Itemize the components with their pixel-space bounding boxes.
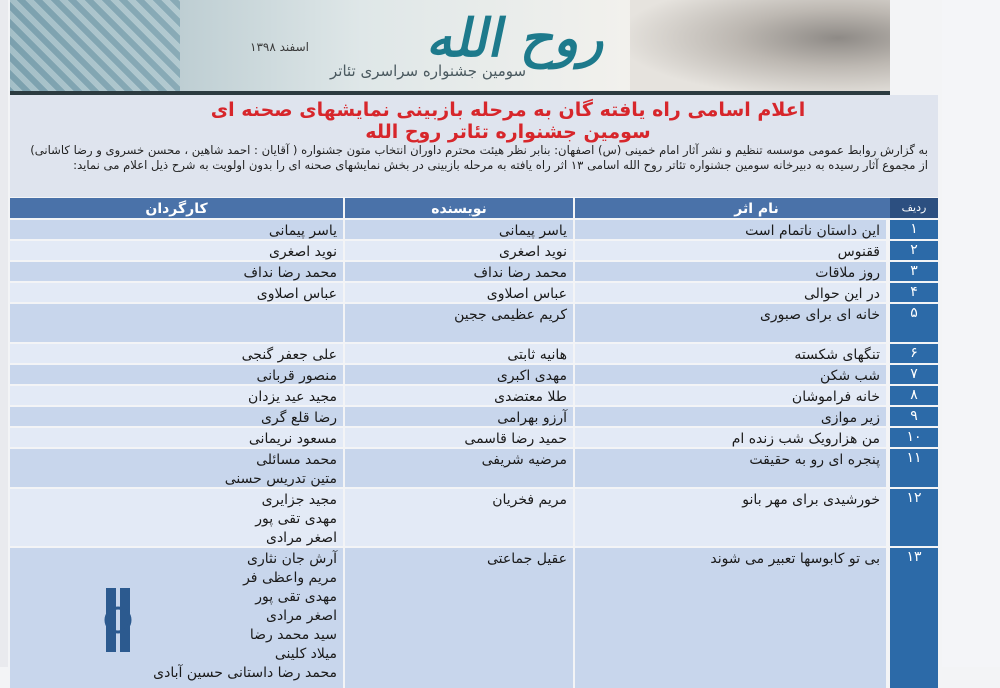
cell-row-number: ۵ <box>890 304 938 342</box>
table-row <box>10 428 938 447</box>
table-header-row <box>10 198 938 218</box>
cell-director <box>10 304 343 342</box>
cell-director: محمد رضا نداف <box>10 262 343 281</box>
cell-row-number: ۱۲ <box>890 489 938 546</box>
table-row <box>10 386 938 405</box>
header-title: نام اثر <box>575 198 938 218</box>
cell-title: خورشیدی برای مهر بانو <box>575 489 886 546</box>
cell-title: در این حوالی <box>575 283 886 302</box>
table-row <box>10 241 938 260</box>
cell-title: زیر موازی <box>575 407 886 426</box>
table-row <box>10 449 938 487</box>
cell-director: مجید عید یزدان <box>10 386 343 405</box>
cell-row-number: ۱۰ <box>890 428 938 447</box>
cell-director: مسعود نریمانی <box>10 428 343 447</box>
cell-director: آرش جان نثاری مریم واعظی فر مهدی تقی پور اصغر مرادی سید محمد رضا میلاد کلینی محمد رضا داستانی حسین آبادی <box>10 548 343 688</box>
cell-row-number: ۹ <box>890 407 938 426</box>
cell-title: بی تو کابوسها تعبیر می شوند <box>575 548 886 688</box>
cell-row-number: ۳ <box>890 262 938 281</box>
cell-director: علی جعفر گنجی <box>10 344 343 363</box>
title-line-2: سومین جشنواره تئاتر روح الله <box>365 121 651 143</box>
cell-title: شب شکن <box>575 365 886 384</box>
left-margin <box>0 0 8 667</box>
theatre-watermark-logo <box>68 580 178 660</box>
cell-director: عباس اصلاوی <box>10 283 343 302</box>
cell-author: حمید رضا قاسمی <box>345 428 573 447</box>
table-row <box>10 304 938 342</box>
banner-date: اسفند ۱۳۹۸ <box>250 40 309 54</box>
cell-director: رضا قلع گری <box>10 407 343 426</box>
portrait-image <box>630 0 890 95</box>
header-row-number: ردیف <box>890 198 938 218</box>
cell-row-number: ۸ <box>890 386 938 405</box>
cell-row-number: ۷ <box>890 365 938 384</box>
cell-author: عباس اصلاوی <box>345 283 573 302</box>
table-row <box>10 489 938 546</box>
cell-row-number: ۱ <box>890 220 938 239</box>
table-row <box>10 283 938 302</box>
cell-author: آرزو بهرامی <box>345 407 573 426</box>
announcement-header <box>10 95 938 197</box>
cell-row-number: ۱۱ <box>890 449 938 487</box>
cell-title: پنجره ای رو به حقیقت <box>575 449 886 487</box>
cell-author: مریم فخریان <box>345 489 573 546</box>
table-row <box>10 344 938 363</box>
right-margin <box>942 0 1000 667</box>
cell-author: یاسر پیمانی <box>345 220 573 239</box>
announcement-title <box>118 99 898 143</box>
cell-author: مرضیه شریفی <box>345 449 573 487</box>
cell-title: خانه ای برای صبوری <box>575 304 886 342</box>
cell-author: کریم عظیمی ججین <box>345 304 573 342</box>
cell-row-number: ۲ <box>890 241 938 260</box>
cell-director: نوید اصغری <box>10 241 343 260</box>
cell-author: محمد رضا نداف <box>345 262 573 281</box>
banner-subtitle: سومین جشنواره سراسری تئاتر <box>330 62 527 80</box>
cell-author: هانیه ثابتی <box>345 344 573 363</box>
cell-row-number: ۱۳ <box>890 548 938 688</box>
cell-row-number: ۴ <box>890 283 938 302</box>
cell-title: خانه فراموشان <box>575 386 886 405</box>
cell-title: من هزارویک شب زنده ام <box>575 428 886 447</box>
cell-author: عقیل جماعتی <box>345 548 573 688</box>
cell-director: محمد مسائلی متین تدریس حسنی <box>10 449 343 487</box>
table-row <box>10 365 938 384</box>
title-line-1: اعلام اسامی راه یافته گان به مرحله بازبینی نمایشهای صحنه ای <box>210 99 806 121</box>
header-director: کارگردان <box>10 198 343 218</box>
cell-author: طلا معتضدی <box>345 386 573 405</box>
announcement-intro: به گزارش روابط عمومی موسسه تنظیم و نشر آثار امام خمینی (س) اصفهان: بنابر نظر هیئت محترم داوران انتخاب متون جشنواره ( آقایان : احمد شاهین ، محسن خسروی و رضا کاشانی) از مجموع آثار رسیده به دبیرخانه سومین جشنواره تئاتر روح الله اسامی ۱۳ اثر راه یافته به مرحله بازبینی در بخش نمایشهای صحنه ای را بدون اولویت به شرح ذیل اعلام می نماید: <box>30 143 928 172</box>
cell-title: این داستان ناتمام است <box>575 220 886 239</box>
festival-banner <box>10 0 890 95</box>
cell-director: مجید جزایری مهدی تقی پور اصغر مرادی <box>10 489 343 546</box>
header-author: نویسنده <box>345 198 573 218</box>
floral-pattern <box>10 0 180 95</box>
table-row <box>10 262 938 281</box>
cell-row-number: ۶ <box>890 344 938 363</box>
cell-author: نوید اصغری <box>345 241 573 260</box>
cell-author: مهدی اکبری <box>345 365 573 384</box>
festival-logo-text: روح الله <box>423 8 614 69</box>
cell-title: تنگهای شکسته <box>575 344 886 363</box>
table-row <box>10 220 938 239</box>
cell-title: ققنوس <box>575 241 886 260</box>
cell-director: منصور قربانی <box>10 365 343 384</box>
cell-title: روز ملاقات <box>575 262 886 281</box>
cell-director: یاسر پیمانی <box>10 220 343 239</box>
table-row <box>10 407 938 426</box>
